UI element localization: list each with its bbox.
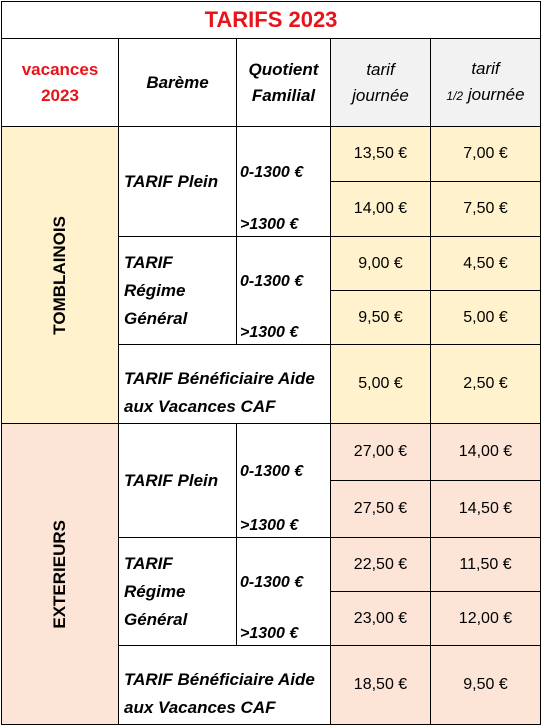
qf-label: 0-1300 € [240,273,304,290]
bareme-label: TARIF Plein [124,171,219,191]
price-day: 13,50 € [331,127,431,182]
qf-label: 0-1300 € [240,574,304,591]
header-vacances [1,39,119,127]
header-bareme-label: Barème [146,72,209,92]
bareme-regime-general [119,237,237,345]
bareme-line: Régime [124,581,186,601]
price-half: 7,50 € [431,182,541,237]
qf-low [237,538,331,592]
bareme-line: aux Vacances CAF [124,397,276,416]
price-half: 7,00 € [431,127,541,182]
header-tarif-journee [331,39,431,127]
qf-label: 0-1300 € [240,164,304,181]
bareme-line: Régime [124,280,186,300]
price-half: 11,50 € [431,538,541,592]
qf-label: 0-1300 € [240,463,304,480]
qf-label: >1300 € [240,216,299,233]
group-name: TOMBLAINOIS [50,215,69,335]
bareme-line: Général [124,308,188,328]
group-label-tomblainois [1,127,119,424]
qf-label: >1300 € [240,324,299,341]
price-day: 27,50 € [331,481,431,538]
price-day: 9,50 € [331,291,431,345]
bareme-tarif-plein [119,127,237,237]
bareme-line: TARIF [124,252,173,272]
header-vacances-line1: vacances [21,59,99,79]
qf-low [237,424,331,481]
bareme-tarif-plein [119,424,237,538]
header-tarif-demi-journee [431,39,541,127]
header-bareme [119,39,237,127]
qf-low [237,127,331,182]
bareme-line: Général [124,609,188,629]
price-day: 22,50 € [331,538,431,592]
header-tarif-journee-line1: tarif [366,59,395,79]
table-title: TARIFS 2023 [1,1,541,39]
header-quotient-line2: Familial [251,85,316,105]
group-name: EXTERIEURS [50,519,69,629]
price-half: 9,50 € [431,646,541,725]
header-quotient-line1: Quotient [248,59,319,79]
price-day: 5,00 € [331,345,431,424]
qf-low [237,237,331,291]
price-half: 14,00 € [431,424,541,481]
price-half: 4,50 € [431,237,541,291]
bareme-caf [119,345,331,424]
header-quotient [237,39,331,127]
price-half: 12,00 € [431,592,541,646]
price-day: 27,00 € [331,424,431,481]
qf-label: >1300 € [240,517,299,534]
price-half: 5,00 € [431,291,541,345]
bareme-line: TARIF [124,553,173,573]
bareme-regime-general [119,538,237,646]
bareme-line: TARIF Bénéficiaire Aide [124,369,315,388]
header-tarif-demi-prefix: 1/2 [446,89,464,103]
price-half: 14,50 € [431,481,541,538]
qf-high [237,291,331,345]
qf-high [237,481,331,538]
price-half: 2,50 € [431,345,541,424]
qf-high [237,182,331,237]
price-day: 23,00 € [331,592,431,646]
price-day: 18,50 € [331,646,431,725]
tarifs-table [1,1,541,725]
header-tarif-journee-line2: journée [352,85,409,105]
bareme-line: aux Vacances CAF [124,698,276,717]
bareme-line: TARIF Bénéficiaire Aide [124,670,315,689]
price-day: 9,00 € [331,237,431,291]
header-vacances-line2: 2023 [41,85,79,105]
bareme-label: TARIF Plein [124,470,219,490]
qf-high [237,592,331,646]
bareme-caf [119,646,331,725]
qf-label: >1300 € [240,625,299,642]
header-tarif-demi-line2: journée [467,85,525,104]
group-label-exterieurs [1,424,119,725]
header-tarif-demi-line1: tarif [471,59,500,78]
price-day: 14,00 € [331,182,431,237]
